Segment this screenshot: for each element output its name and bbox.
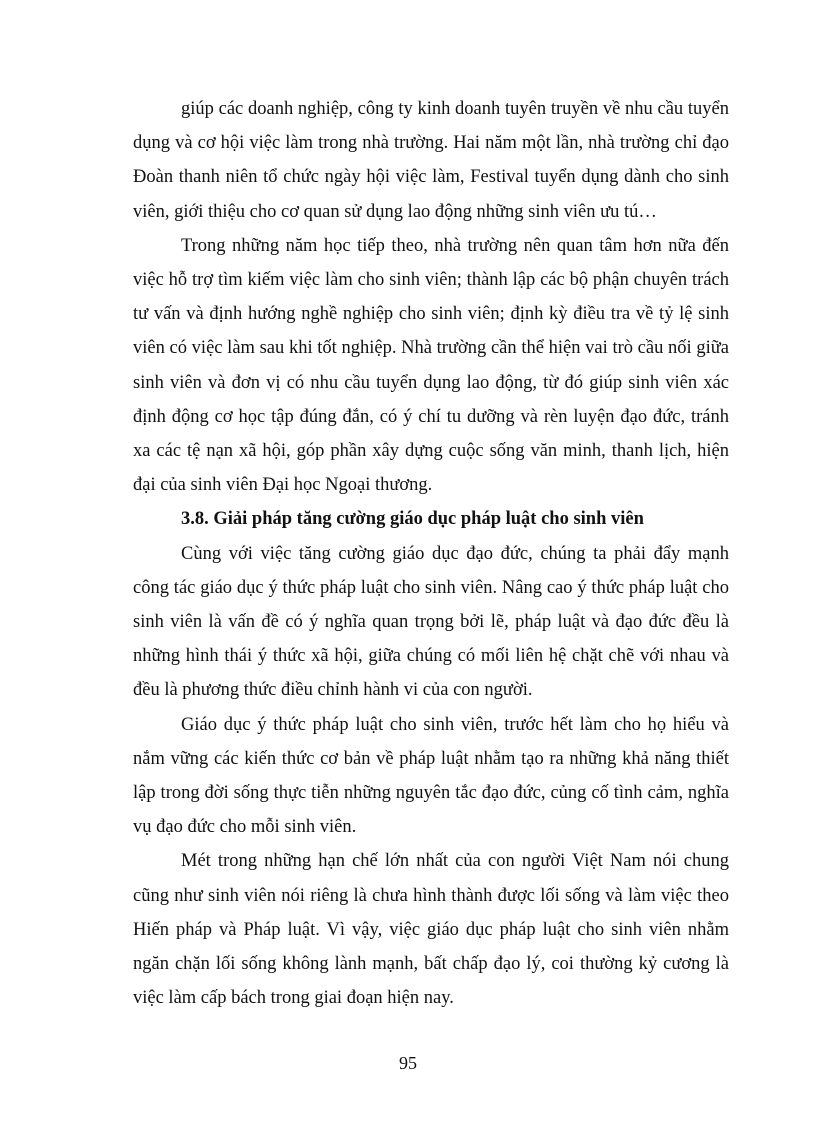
page-number: 95: [399, 1053, 417, 1073]
paragraph-career-support: Trong những năm học tiếp theo, nhà trường nên quan tâm hơn nữa đến việc hỗ trợ tìm kiếm việc làm cho sinh viên; thành lập các bộ phận chuyên trách tư vấn và định hướng nghề nghiệp cho sinh viên; định kỳ điều tra về tỷ lệ sinh viên có việc làm sau khi tốt nghiệp. Nhà trường cần thể hiện vai trò cầu nối giữa sinh viên và đơn vị có nhu cầu tuyển dụng lao động, từ đó giúp sinh viên xác định động cơ học tập đúng đắn, có ý chí tu dưỡng và rèn luyện đạo đức, tránh xa các tệ nạn xã hội, góp phần xây dựng cuộc sống văn minh, thanh lịch, hiện đại của sinh viên Đại học Ngoại thương.: [133, 235, 729, 496]
paragraph-legal-education: Giáo dục ý thức pháp luật cho sinh viên, trước hết làm cho họ hiểu và nắm vững các kiến thức cơ bản về pháp luật nhằm tạo ra những khả năng thiết lập trong đời sống thực tiễn những nguyên tắc đạo đức, củng cố tình cảm, nghĩa vụ đạo đức cho mỗi sinh viên.: [133, 714, 729, 838]
page-body: [133, 92, 729, 1015]
section-heading: 3.8. Giải pháp tăng cường giáo dục pháp luật cho sinh viên: [181, 509, 644, 530]
paragraph-legal-awareness: Cùng với việc tăng cường giáo dục đạo đức, chúng ta phải đẩy mạnh công tác giáo dục ý thức pháp luật cho sinh viên. Nâng cao ý thức pháp luật cho sinh viên là vấn đề có ý nghĩa quan trọng bởi lẽ, pháp luật và đạo đức đều là những hình thái ý thức xã hội, giữa chúng có mối liên hệ chặt chẽ với nhau và đều là phương thức điều chỉnh hành vi của con người.: [133, 543, 729, 701]
paragraph-job-fair: giúp các doanh nghiệp, công ty kinh doanh tuyên truyền về nhu cầu tuyển dụng và cơ hội việc làm trong nhà trường. Hai năm một lần, nhà trường chỉ đạo Đoàn thanh niên tổ chức ngày hội việc làm, Festival tuyển dụng dành cho sinh viên, giới thiệu cho cơ quan sử dụng lao động những sinh viên ưu tú…: [133, 99, 729, 222]
paragraph-limitations: Mét trong những hạn chế lớn nhất của con người Việt Nam nói chung cũng như sinh viên nói riêng là chưa hình thành được lối sống và làm việc theo Hiến pháp và Pháp luật. Vì vậy, việc giáo dục pháp luật cho sinh viên nhằm ngăn chặn lối sống không lành mạnh, bất chấp đạo lý, coi thường kỷ cương là việc làm cấp bách trong giai đoạn hiện nay.: [133, 851, 729, 1009]
